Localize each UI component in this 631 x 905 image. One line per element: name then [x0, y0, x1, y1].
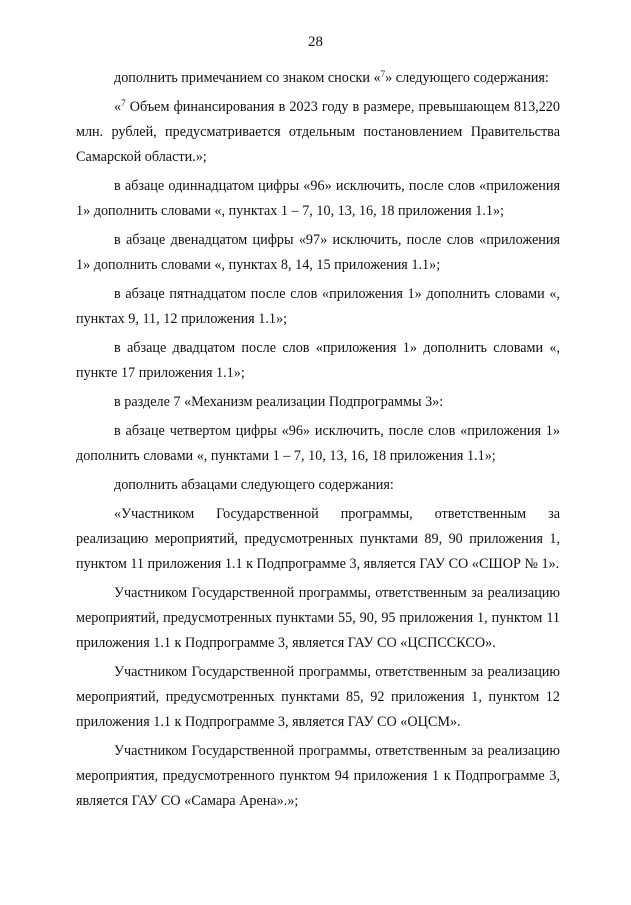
paragraph-footnote-text	[76, 95, 560, 170]
paragraph: в абзаце двадцатом после слов «приложения 1» дополнить словами «, пункте 17 приложения 1.1»;	[76, 340, 560, 381]
paragraph: Участником Государственной программы, ответственным за реализацию мероприятий, предусмотренных пунктами 55, 90, 95 приложения 1, пунктом 11 приложения 1.1 к Подпрограмме 3, является ГАУ СО «ЦСПССКСО».	[76, 585, 560, 651]
paragraph: Участником Государственной программы, ответственным за реализацию мероприятия, предусмотренного пунктом 94 приложения 1 к Подпрограмме 3, является ГАУ СО «Самара Арена».»;	[76, 743, 560, 809]
paragraph-text: «	[114, 99, 122, 115]
paragraph: дополнить абзацами следующего содержания:	[114, 477, 394, 493]
footnote-mark: 7	[380, 69, 386, 79]
paragraph: Участником Государственной программы, ответственным за реализацию мероприятий, предусмотренных пунктами 85, 92 приложения 1, пунктом 12 приложения 1.1 к Подпрограмме 3, является ГАУ СО «ОЦСМ».	[76, 664, 560, 730]
document-body	[76, 66, 560, 818]
paragraph: в абзаце одиннадцатом цифры «96» исключить, после слов «приложения 1» дополнить словами «, пунктах 1 – 7, 10, 13, 16, 18 приложения 1.1»;	[76, 178, 560, 219]
paragraph-text: Объем финансирования в 2023 году в размере, превышающем 813,220 млн. рублей, предусматривается отдельным постановлением Правительства Самарской области.»;	[76, 99, 560, 165]
footnote-mark: 7	[121, 98, 126, 108]
paragraph: «Участником Государственной программы, ответственным за реализацию мероприятий, предусмотренных пунктами 89, 90 приложения 1, пунктом 11 приложения 1.1 к Подпрограмме 3, является ГАУ СО «СШОР № 1».	[76, 506, 560, 572]
page-number: 28	[308, 34, 323, 50]
paragraph: в абзаце четвертом цифры «96» исключить, после слов «приложения 1» дополнить словами «, пунктами 1 – 7, 10, 13, 16, 18 приложения 1.1»;	[76, 423, 560, 464]
paragraph: в абзаце двенадцатом цифры «97» исключить, после слов «приложения 1» дополнить словами «, пунктах 8, 14, 15 приложения 1.1»;	[76, 232, 560, 273]
paragraph: в абзаце пятнадцатом после слов «приложения 1» дополнить словами «, пунктах 9, 11, 12 приложения 1.1»;	[76, 286, 560, 327]
paragraph: в разделе 7 «Механизм реализации Подпрограммы 3»:	[114, 394, 444, 410]
paragraph-footnote-intro	[76, 66, 560, 91]
paragraph-text: » следующего содержания:	[385, 70, 549, 86]
paragraph-text: дополнить примечанием со знаком сноски «	[114, 70, 381, 86]
